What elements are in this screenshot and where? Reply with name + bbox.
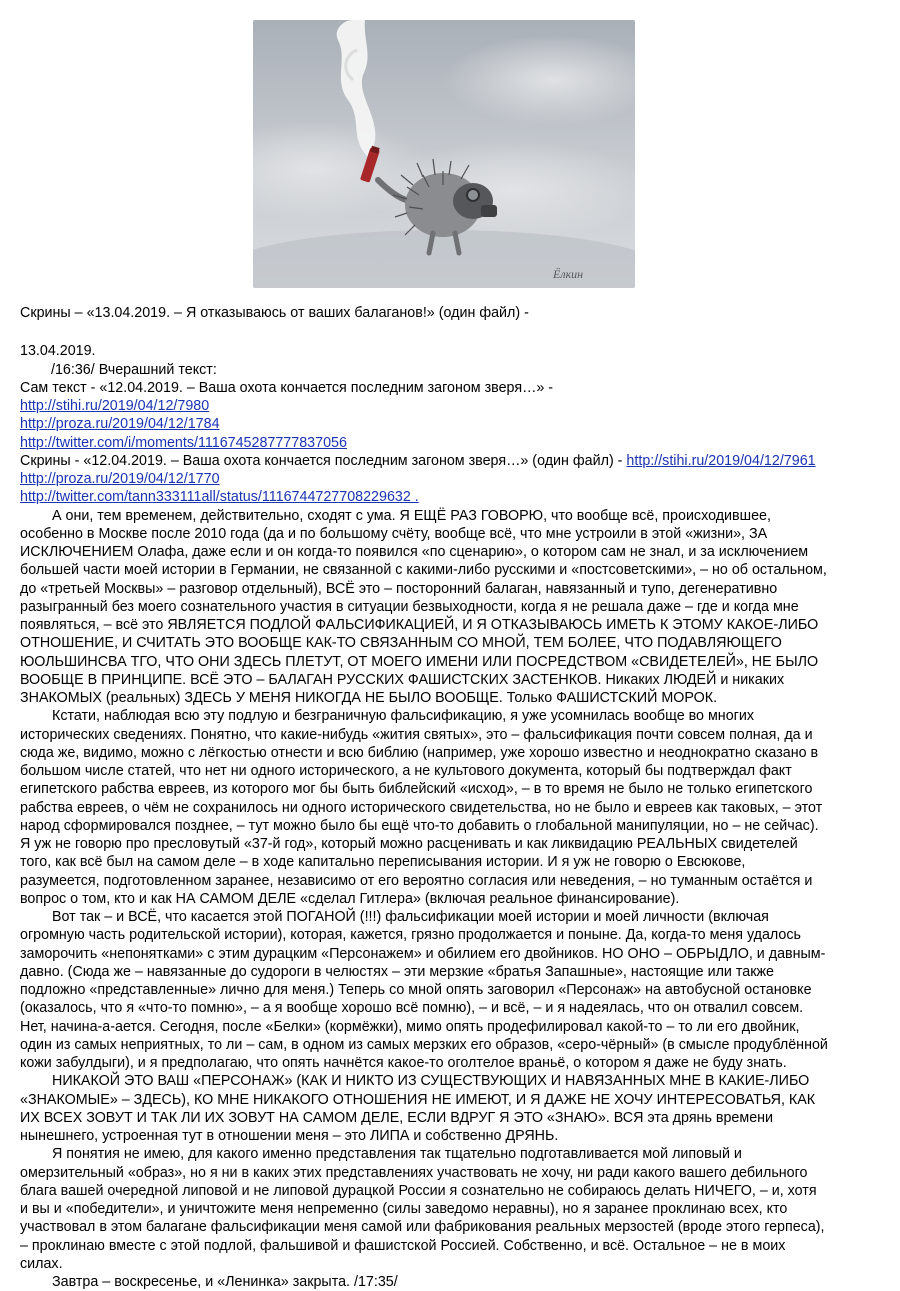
paragraph-2 bbox=[20, 707, 880, 908]
paragraph-line: кожи забулдыги), и я предполагаю, что опять начнётся какое-то оголтелое враньё, о котором я даже не буду знать. bbox=[20, 1055, 787, 1071]
paragraph-line: большом числе статей, что нет ни одного исторического, а не культового документа, который бы подтверждал факт bbox=[20, 763, 792, 779]
paragraph-line: ИХ ВСЕХ ЗОВУТ И ТАК ЛИ ИХ ЗОВУТ НА САМОМ ДЕЛЕ, ЕСЛИ ВДРУГ Я ЭТО «ЗНАЮ». ВСЯ эта дрянь времени bbox=[20, 1109, 774, 1126]
paragraph-line: вопрос о том, кто и как НА САМОМ ДЕЛЕ «сделал Гитлера» (включая реальное финансирование). bbox=[20, 890, 680, 907]
paragraph-line: «ЗНАКОМЫЕ» – ЗДЕСЬ), КО МНЕ НИКАКОГО ОТНОШЕНИЯ НЕ ИМЕЮТ, И Я ДАЖЕ НЕ ХОЧУ ИНТЕРЕСОВАТЬЯ, КАК bbox=[20, 1091, 816, 1108]
paragraph-line: того, как всё был на самом деле – в ходе капитально переписывания истории. И я уж не говорю о Евсюкове, bbox=[20, 854, 746, 871]
paragraph-line: А они, тем временем, действительно, сходят с ума. Я ЕЩЁ РАЗ ГОВОРЮ, что вообще всё, происходившее, bbox=[52, 507, 771, 524]
closing-line: Завтра – воскресенье, и «Ленинка» закрыта. /17:35/ bbox=[52, 1274, 398, 1290]
paragraph-line: огромную часть родительской истории), которая, кажется, грязно продолжается и поныне. Да, когда-то меня удалось bbox=[20, 927, 801, 944]
link-twitter-moments[interactable]: http://twitter.com/i/moments/1116745287777837056 bbox=[20, 434, 347, 451]
yesterday-text-label: /16:36/ Вчерашний текст: bbox=[51, 361, 217, 378]
paragraph-line: исторических сведениях. Понятно, что какие-нибудь «жития святых», это – фальсификация почти совсем полная, да и bbox=[20, 726, 813, 743]
paragraph-line: – проклинаю вместе с этой подлой, фальшивой и фашистской Россией. Собственно, и всё. Остальное – не в моих bbox=[20, 1237, 786, 1254]
text-line: Сам текст - «12.04.2019. – Ваша охота кончается последним загоном зверя…» - bbox=[20, 379, 554, 396]
paragraph-1 bbox=[20, 507, 880, 708]
screens-line: Скрины – «13.04.2019. – Я отказываюсь от ваших балаганов!» (один файл) - bbox=[20, 305, 529, 321]
paragraph-4 bbox=[20, 1072, 880, 1145]
paragraph-line: египетского рабства евреев, из которого мог бы быть библейский «исход», – в то время не было не только египетского bbox=[20, 781, 813, 798]
paragraph-line: ОТНОШЕНИЕ, И СЧИТАТЬ ЭТО ВООБЩЕ КАК-ТО СВЯЗАННЫМ СО МНОЙ, ТЕМ БОЛЕЕ, ЧТО ПОДАВЛЯЮЩЕГО bbox=[20, 635, 782, 652]
paragraph-line: сюда же, видимо, можно с лёгкостью отнести и всю библию (например, уже хорошо известно и неоднократно сказано в bbox=[20, 744, 819, 761]
document-body bbox=[20, 304, 880, 1291]
paragraph-line: участвовал в этом балагане фальсификации меня самой или фабрикования реальных мерзостей (вроде этого герпеса), bbox=[20, 1219, 825, 1236]
paragraph-line: подложно «представленные» лично для меня.) Теперь со мной опять заговорил «Персонаж» на автобусной остановке bbox=[20, 982, 812, 998]
paragraph-line: ЗНАКОМЫХ (реальных) ЗДЕСЬ У МЕНЯ НИКОГДА НЕ БЫЛО ВООБЩЕ. Только ФАШИСТСКИЙ МОРОК. bbox=[20, 690, 718, 706]
paragraph-line: до «третьей Москвы» – разговор отдельный), ВСЁ это – посторонний балаган, навязанный и тупо, дегенеративно bbox=[20, 580, 778, 597]
paragraph-line: особенно в Москве после 2010 года (да и по большому счёту, вообще всё, что мне устроили в этой «жизни», ЗА bbox=[20, 525, 768, 542]
paragraph-line: ВООБЩЕ В ПРИНЦИПЕ. ВСЁ ЭТО – БАЛАГАН РУССКИХ ФАШИСТСКИХ ЗАСТЕНКОВ. Никаких ЛЮДЕЙ и никаких bbox=[20, 671, 785, 688]
paragraph-line: давно. (Сюда же – навязанные до судороги в челюстях – эти мерзкие «братья Запашные», настоящие или также bbox=[20, 963, 774, 980]
paragraph-line: Нет, начина-а-ается. Сегодня, после «Белки» (кормёжки), мимо опять продефилировал какой-то – то ли его двойник, bbox=[20, 1018, 800, 1035]
paragraph-line: один из самых неприятных, то ли – сам, в одном из самых мерзких его образов, «серо-чёрный» (в смысле продублённой bbox=[20, 1036, 828, 1053]
paragraph-line: разумеется, подготовленном заранее, независимо от его вероятно согласия или неведения, – но туманным остаётся и bbox=[20, 872, 813, 889]
paragraph-line: Я уж не говорю про пресловутый «37-й год», который можно расценивать и как ликвидацию РЕАЛЬНЫХ свидетелей bbox=[20, 836, 798, 852]
paragraph-3 bbox=[20, 908, 880, 1072]
hedgehog-illustration bbox=[253, 20, 635, 288]
paragraph-line: Я понятия не имею, для какого именно представления так тщательно подготавливается мой липовый и bbox=[52, 1146, 742, 1163]
paragraph-line: Вот так – и ВСЁ, что касается этой ПОГАНОЙ (!!!) фальсификации моей истории и моей личности (включая bbox=[52, 909, 769, 925]
paragraph-line: блага вашей очередной липовой и не липовой дурацкой России я сознательно не собираюсь делать НИЧЕГО, – и, хотя bbox=[20, 1182, 817, 1199]
paragraph-line: ИСКЛЮЧЕНИЕМ Олафа, даже если и он когда-то появился «по сценарию», о котором сам не знал, и за исключением bbox=[20, 544, 809, 560]
paragraph-line: разыгранный без моего сознательного участия в ситуации безвыходности, когда я не решала даже – где и когда мне bbox=[20, 598, 799, 615]
screens-line-2 bbox=[20, 452, 880, 470]
link-twitter-status[interactable]: http://twitter.com/tann333111all/status/1116744727708229632 . bbox=[20, 489, 419, 506]
paragraph-line: рабства евреев, о чём не сохранилось ни одного исторического свидетельства, но не было и евреев как таковых, – этот bbox=[20, 799, 823, 816]
paragraph-line: заморочить «непонятками» с этим дурацким «Персонажем» и обилием его двойников. НО ОНО – ОБРЫДЛО, и давным- bbox=[20, 945, 826, 962]
paragraph-5 bbox=[20, 1145, 880, 1273]
date-heading: 13.04.2019. bbox=[20, 343, 96, 360]
paragraph-line: ЮОЛЬШИНСВА ТГО, ЧТО ОНИ ЗДЕСЬ ПЛЕТУТ, ОТ МОЕГО ИМЕНИ ИЛИ ПОСРЕДСТВОМ «СВИДЕТЕЛЕЙ», НЕ БЫЛО bbox=[20, 653, 819, 670]
paragraph-line: нынешнего, устроенная тут в отношении меня – это ЛИПА и собственно ДРЯНЬ. bbox=[20, 1128, 559, 1144]
screens-prefix: Скрины - «12.04.2019. – Ваша охота кончается последним загоном зверя…» (один файл) - bbox=[20, 452, 623, 469]
paragraph-line: НИКАКОЙ ЭТО ВАШ «ПЕРСОНАЖ» (КАК И НИКТО ИЗ СУЩЕСТВУЮЩИХ И НАВЯЗАННЫХ МНЕ В КАКИЕ-ЛИБО bbox=[52, 1073, 810, 1090]
paragraph-line: появляться, – всё это ЯВЛЯЕТСЯ ПОДЛОЙ ФАЛЬСИФИКАЦИЕЙ, И Я ОТКАЗЫВАЮСЬ ИМЕТЬ К ЭТОМУ КАКОЕ-ЛИБО bbox=[20, 617, 819, 633]
paragraph-line: и вы и «победители», и уничтожите меня непременно (силы заведомо неравны), но я заранее проклинаю всех, кто bbox=[20, 1201, 788, 1217]
link-proza-1770[interactable]: http://proza.ru/2019/04/12/1770 bbox=[20, 471, 220, 487]
paragraph-line: большей части моей истории в Германии, не связанной с какими-либо русскими и «постсоветскими», – но об остальном, bbox=[20, 562, 827, 579]
paragraph-line: Кстати, наблюдая всю эту подлую и безграничную фальсификацию, я уже усомнилась вообще во многих bbox=[52, 708, 755, 725]
paragraph-line: народ сформировался позднее, – тут можно было бы ещё что-то добавить о глобальной манипуляции, но – не сейчас). bbox=[20, 817, 819, 834]
link-proza-1784[interactable]: http://proza.ru/2019/04/12/1784 bbox=[20, 416, 220, 433]
paragraph-line: омерзительный «образ», но я ни в каких этих представлениях участвовать не хочу, ни ради какого вашего дебильного bbox=[20, 1164, 808, 1181]
link-stihi-7961[interactable]: http://stihi.ru/2019/04/12/7961 bbox=[626, 452, 816, 469]
link-stihi-7980[interactable]: http://stihi.ru/2019/04/12/7980 bbox=[20, 398, 210, 414]
paragraph-line: силах. bbox=[20, 1255, 63, 1272]
signature: Ёлкин bbox=[553, 267, 584, 281]
paragraph-line: (оказалось, что я «что-то помню», – а я вообще хорошо всё помню), – и всё, – и я надеялась, что он отвалил совсем. bbox=[20, 1000, 804, 1017]
